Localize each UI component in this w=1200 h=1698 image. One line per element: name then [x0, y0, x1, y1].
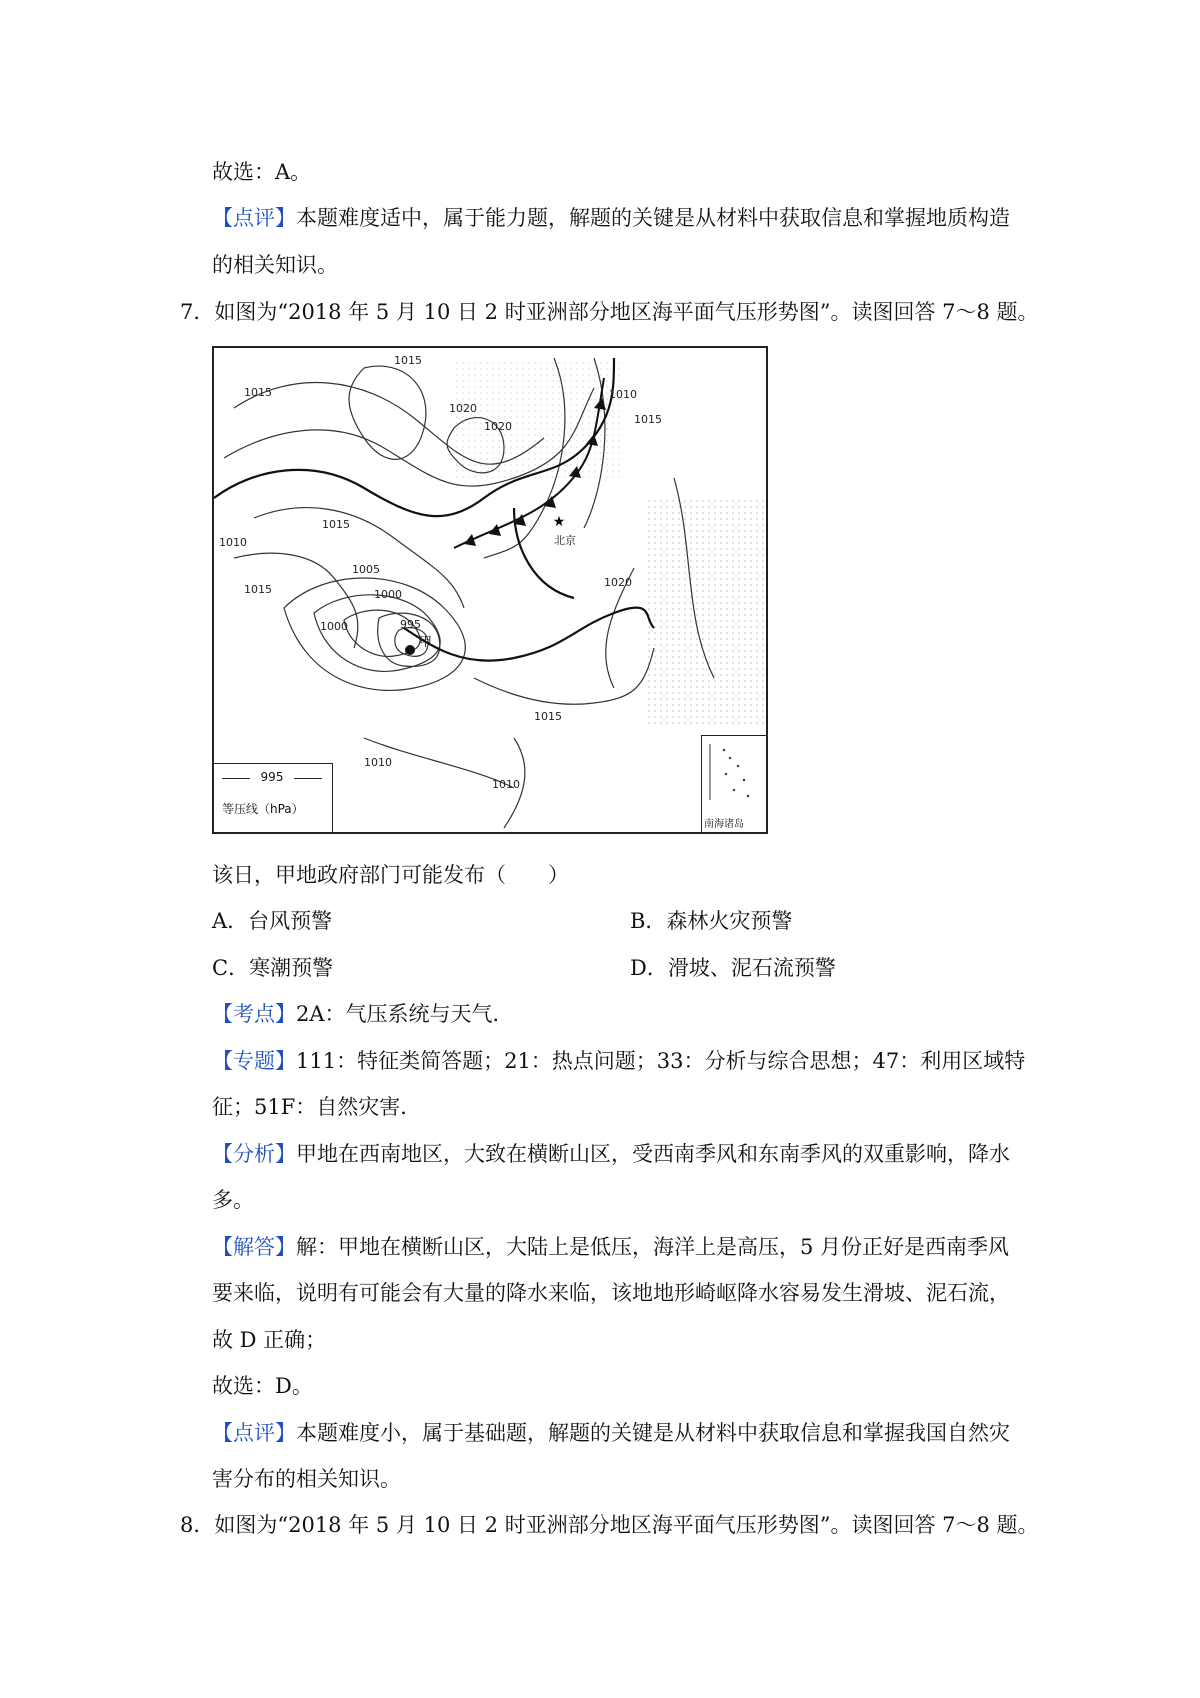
isobar-label: 1020	[604, 576, 632, 589]
legend-text: 等压线（hPa）	[222, 802, 304, 816]
isobar-label: 995	[400, 618, 421, 631]
jieda-line-cont2: 故 D 正确；	[212, 1328, 327, 1352]
jieda-text: 解：甲地在横断山区，大陆上是低压，海洋上是高压，5 月份正好是西南季风	[296, 1235, 1010, 1259]
isobar-label: 1010	[219, 536, 247, 549]
question-stem: 该日，甲地政府部门可能发布（ ）	[212, 863, 569, 887]
isobar-label: 1015	[534, 710, 562, 723]
question-7-title: 7．如图为“2018 年 5 月 10 日 2 时亚洲部分地区海平面气压形势图”。读图回答 7～8 题。	[180, 300, 1039, 324]
option-d: D．滑坡、泥石流预警	[630, 956, 836, 980]
fenxi-line	[212, 1139, 1010, 1169]
map-legend	[214, 763, 333, 832]
jieda-tag: 【解答】	[212, 1235, 296, 1259]
zhuanti-line	[212, 1046, 1025, 1076]
fenxi-text: 甲地在西南地区，大致在横断山区，受西南季风和东南季风的双重影响，降水	[296, 1142, 1010, 1166]
isobar-label: 1020	[484, 420, 512, 433]
isobar-label: 1005	[352, 563, 380, 576]
option-b: B．森林火灾预警	[630, 909, 793, 933]
zhuanti-text: 111：特征类简答题；21：热点问题；33：分析与综合思想；47：利用区域特	[296, 1049, 1026, 1073]
isobar-label: 1010	[364, 756, 392, 769]
zhuanti-line-cont: 征；51F：自然灾害．	[212, 1095, 422, 1119]
dianping-line	[212, 1418, 1010, 1448]
isobar-label: 1010	[492, 778, 520, 791]
pressure-map	[212, 346, 768, 834]
jia-label: 甲	[419, 635, 433, 650]
isobar-label: 1000	[374, 588, 402, 601]
isobar-label: 1000	[320, 620, 348, 633]
option-c: C．寒潮预警	[212, 956, 334, 980]
comment-tag: 【点评】	[212, 206, 296, 230]
answer-line: 故选：A。	[212, 160, 312, 184]
beijing-label: 北京	[554, 534, 576, 547]
comment-line-cont: 的相关知识。	[212, 253, 338, 277]
svg-text:★: ★	[552, 514, 566, 530]
sea-stipple	[644, 498, 768, 728]
legend-value: 995	[222, 770, 322, 784]
dianping-line-cont: 害分布的相关知识。	[212, 1467, 401, 1491]
isobar-label: 1015	[322, 518, 350, 531]
isobar-label: 1010	[609, 388, 637, 401]
fenxi-tag: 【分析】	[212, 1142, 296, 1166]
dianping-tag: 【点评】	[212, 1421, 296, 1445]
question-8-title: 8．如图为“2018 年 5 月 10 日 2 时亚洲部分地区海平面气压形势图”。读图回答 7～8 题。	[180, 1513, 1039, 1537]
isobar-label: 1015	[634, 413, 662, 426]
comment-line	[212, 203, 1010, 233]
inset-label: 南海诸岛	[704, 819, 744, 830]
kaodian-text: 2A：气压系统与天气．	[296, 1002, 514, 1026]
comment-text: 本题难度适中，属于能力题，解题的关键是从材料中获取信息和掌握地质构造	[296, 206, 1010, 230]
zhuanti-tag: 【专题】	[212, 1049, 296, 1073]
jieda-line	[212, 1232, 1009, 1262]
inset-islands	[704, 740, 764, 810]
kaodian-tag: 【考点】	[212, 1002, 296, 1026]
fenxi-line-cont: 多。	[212, 1188, 254, 1212]
jieda-line-cont: 要来临，说明有可能会有大量的降水来临，该地地形崎岖降水容易发生滑坡、泥石流，	[212, 1281, 1010, 1305]
answer-line-2: 故选：D。	[212, 1374, 313, 1398]
kaodian-line	[212, 999, 514, 1029]
isobar-label: 1020	[449, 402, 477, 415]
isobar-label: 1015	[244, 386, 272, 399]
option-a: A．台风预警	[212, 909, 333, 933]
dianping-text: 本题难度小，属于基础题，解题的关键是从材料中获取信息和掌握我国自然灾	[296, 1421, 1010, 1445]
isobar-label: 1015	[244, 583, 272, 596]
isobar-label: 1015	[394, 354, 422, 367]
jia-marker	[405, 635, 432, 655]
isobar-map-svg	[214, 348, 768, 834]
south-china-sea-inset	[701, 735, 766, 832]
beijing-marker	[553, 514, 576, 547]
